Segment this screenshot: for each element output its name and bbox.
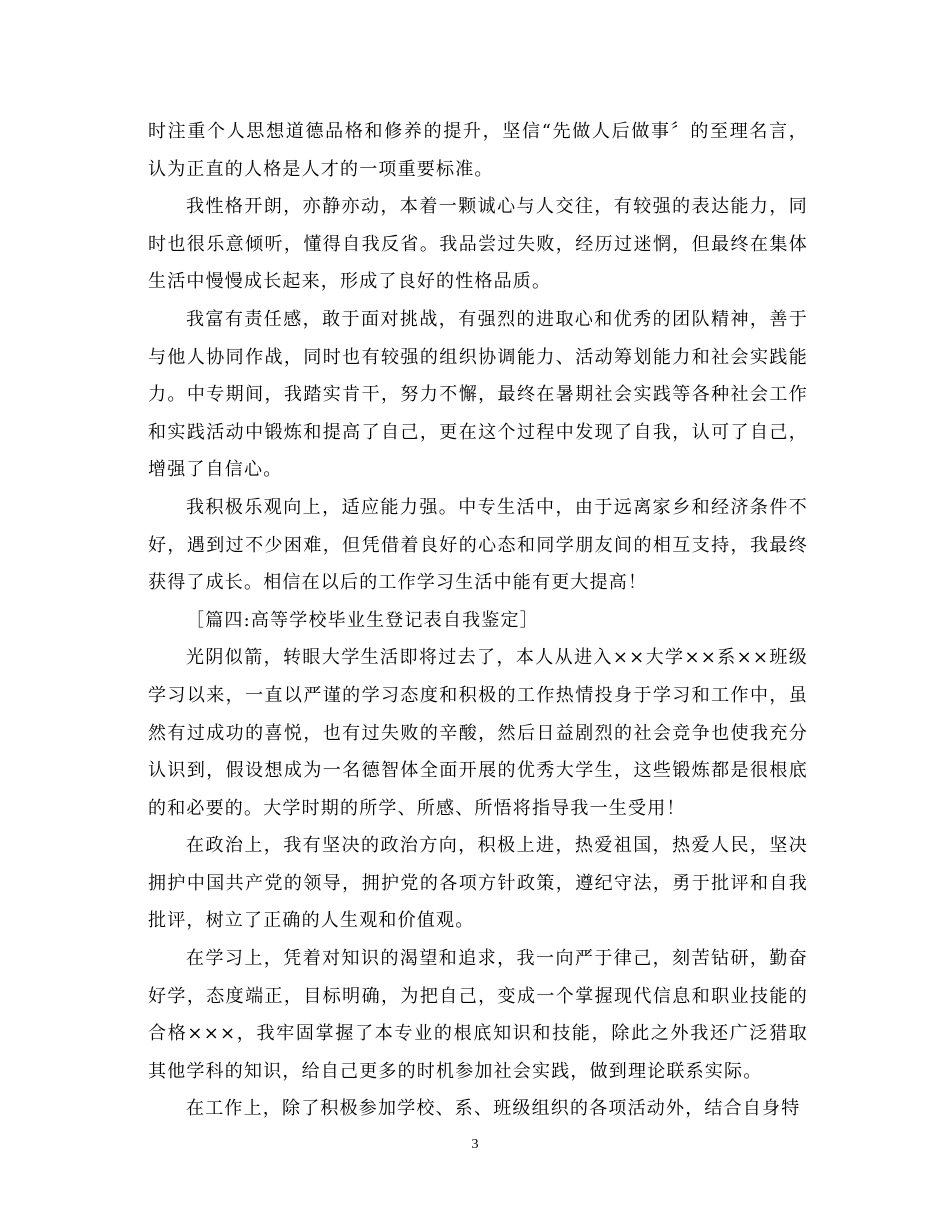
paragraph-8: 在工作上，除了积极参加学校、系、班级组织的各项活动外，结合自身特 bbox=[186, 1098, 801, 1120]
paragraph-3: 我富有责任感，敢于面对挑战，有强烈的进取心和优秀的团队精神，善于与他人协同作战，同时也有较强的组织协调能力、活动筹划能力和社会实践能力。中专期间，我踏实肯干，努力不懈，最终在暑期社会实践等各种社会工作和实践活动中锻炼和提高了自己，更在这个过程中发现了自我，认可了自己，增强了自信心。 bbox=[148, 308, 808, 481]
paragraph-7: 在学习上，凭着对知识的渴望和追求，我一向严于律己，刻苦钻研，勤奋好学，态度端正，目标明确，为把自己，变成一个掌握现代信息和职业技能的合格×××，我牢固掌握了本专业的根底知识和技能，除此之外我还广泛猎取其他学科的知识，给自己更多的时机参加社会实践，做到理论联系实际。 bbox=[148, 948, 808, 1082]
paragraph-4: 我积极乐观向上，适应能力强。中专生活中，由于远离家乡和经济条件不好，遇到过不少困难，但凭借着良好的心态和同学朋友间的相互支持，我最终获得了成长。相信在以后的工作学习生活中能有更大提高！ bbox=[148, 496, 808, 594]
paragraph-6: 在政治上，我有坚决的政治方向，积极上进，热爱祖国，热爱人民，坚决拥护中国共产党的领导，拥护党的各项方针政策，遵纪守法，勇于批评和自我批评，树立了正确的人生观和价值观。 bbox=[148, 835, 808, 932]
paragraph-5: 光阴似箭，转眼大学生活即将过去了，本人从进入××大学××系××班级学习以来，一直以严谨的学习态度和积极的工作热情投身于学习和工作中，虽然有过成功的喜悦，也有过失败的辛酸，然后日益剧烈的社会竞争也使我充分认识到，假设想成为一名德智体全面开展的优秀大学生，这些锻炼都是很根底的和必要的。大学时期的所学、所感、所悟将指导我一生受用！ bbox=[148, 647, 808, 819]
section-heading: ［篇四:高等学校毕业生登记表自我鉴定］ bbox=[186, 609, 539, 631]
paragraph-1: 时注重个人思想道德品格和修养的提升，坚信“先做人后做事〞的至理名言，认为正直的人格是人才的一项重要标准。 bbox=[148, 121, 808, 180]
page-number: 3 bbox=[471, 1137, 479, 1152]
document-body bbox=[148, 113, 808, 1128]
paragraph-2: 我性格开朗，亦静亦动，本着一颗诚心与人交往，有较强的表达能力，同时也很乐意倾听，懂得自我反省。我品尝过失败，经历过迷惘，但最终在集体生活中慢慢成长起来，形成了良好的性格品质。 bbox=[148, 196, 808, 293]
